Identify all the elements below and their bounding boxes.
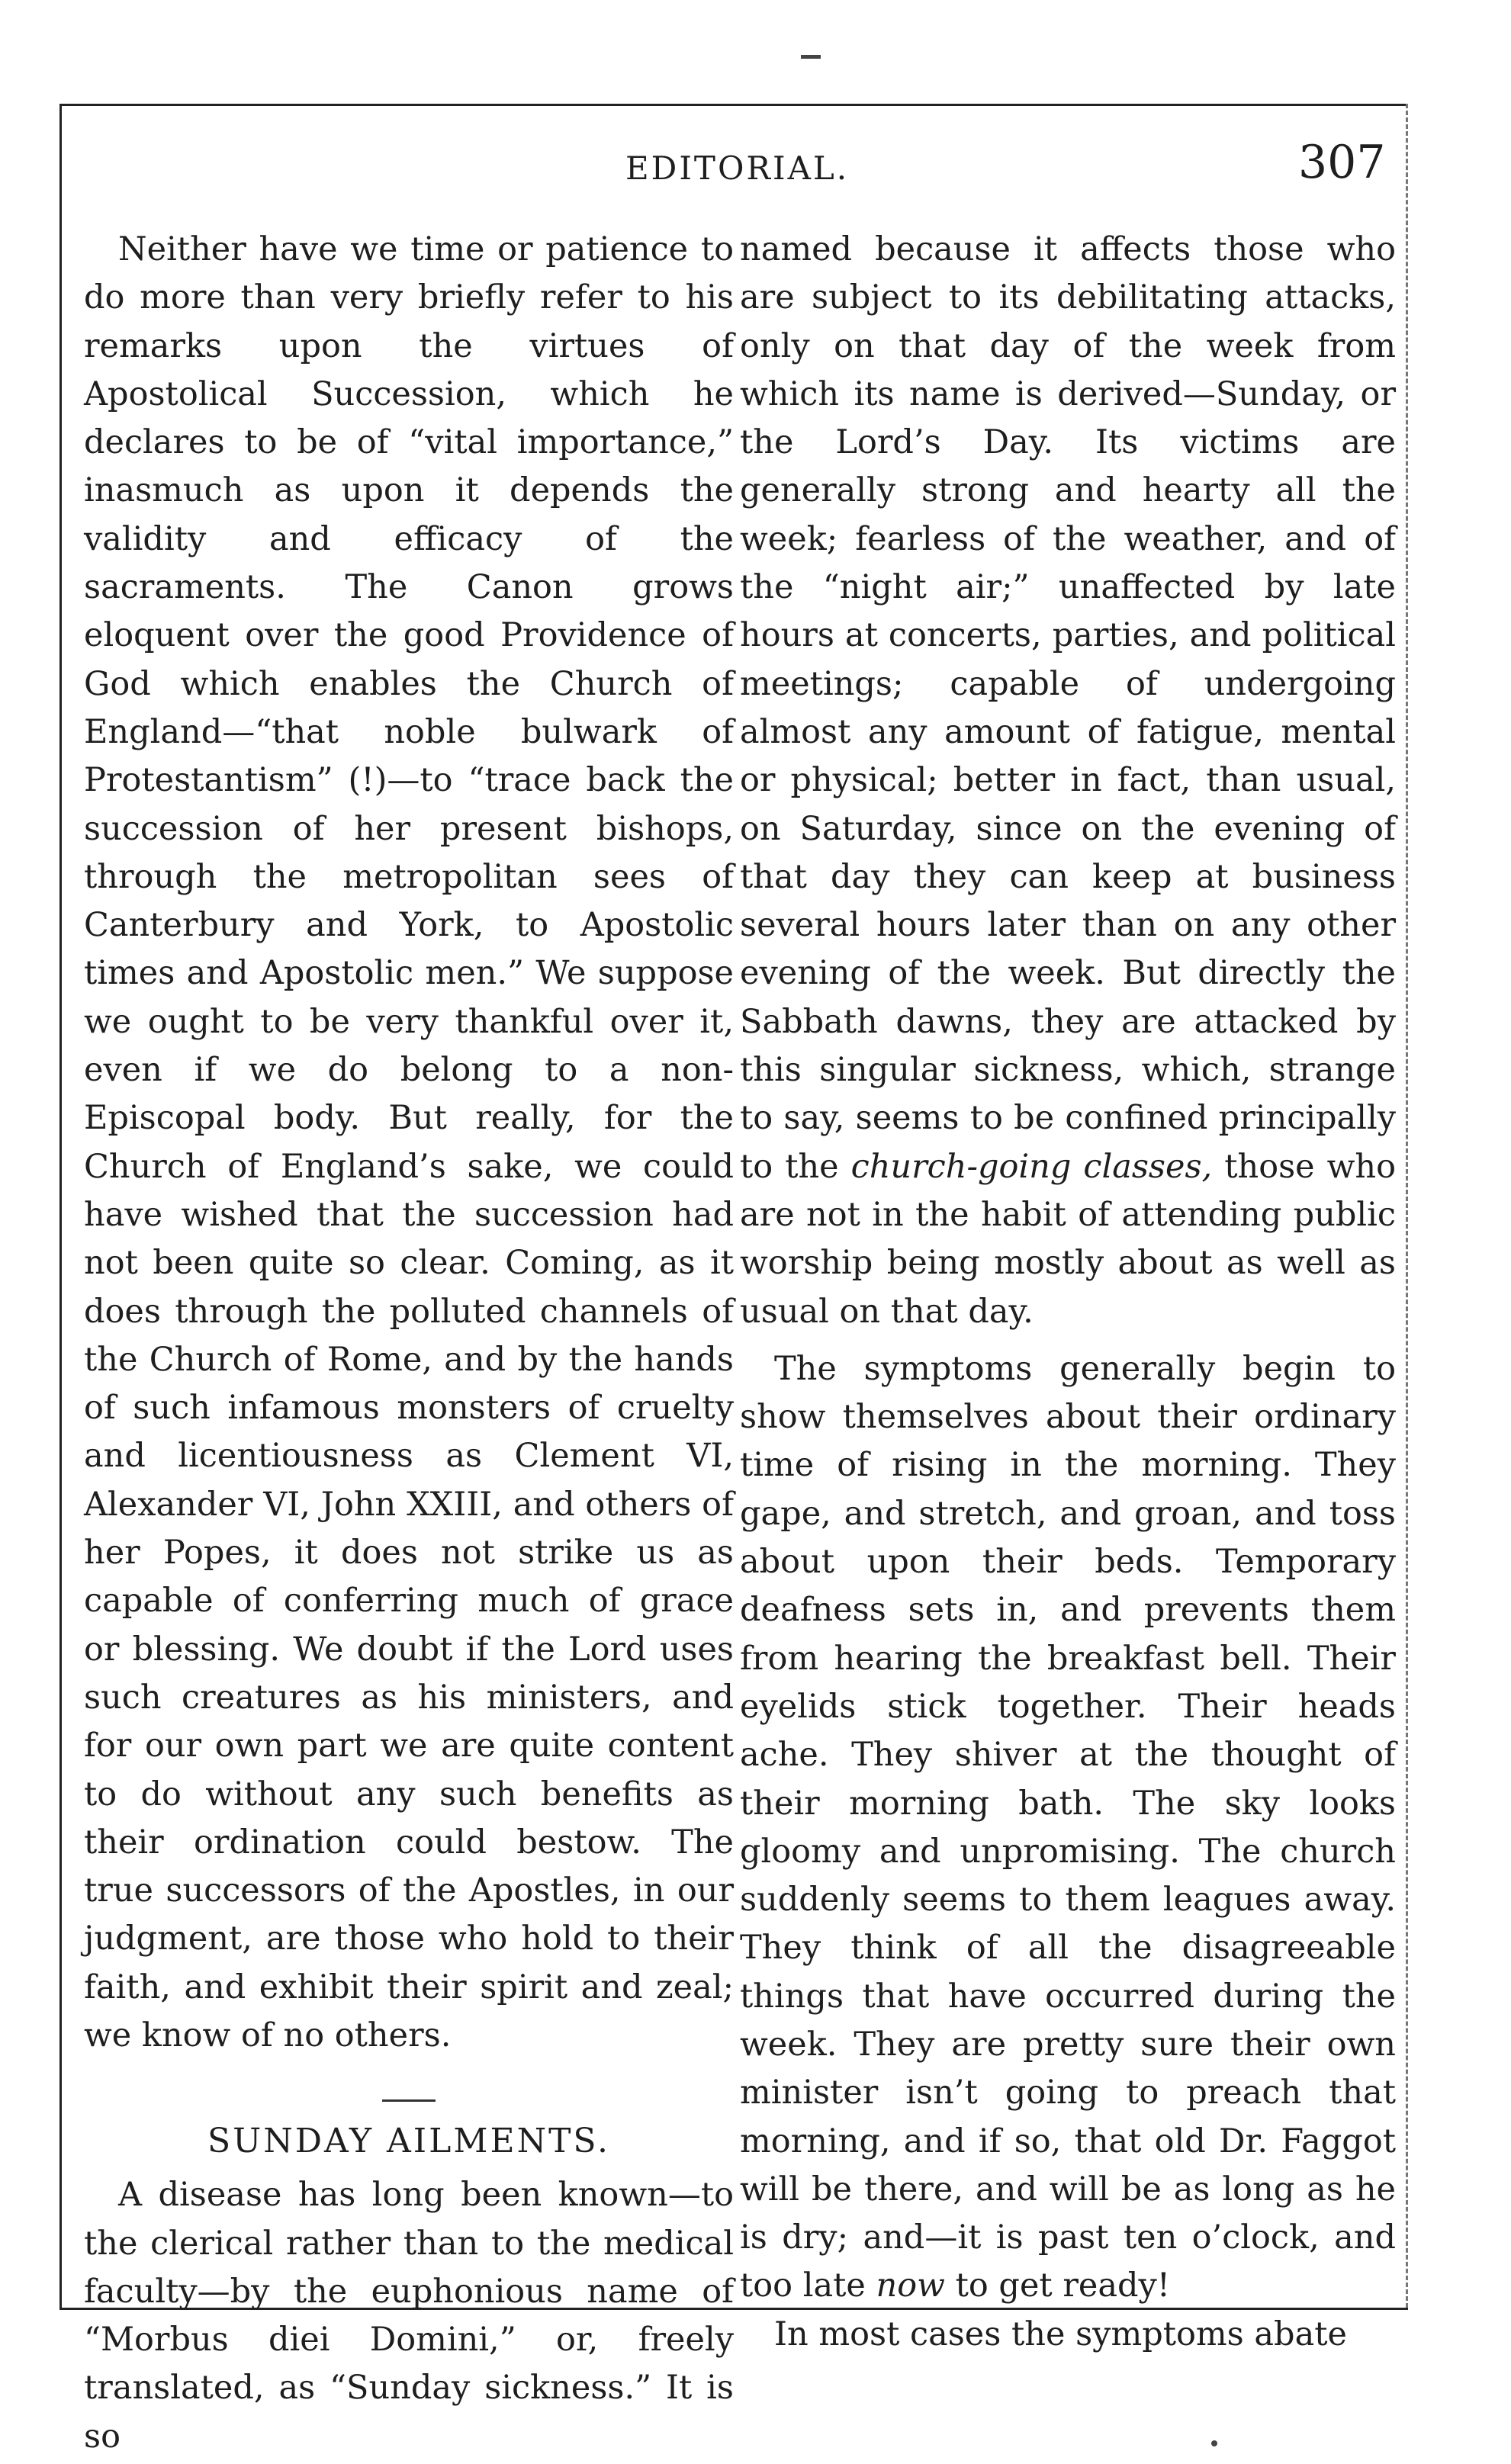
page-border-top xyxy=(59,104,1408,106)
paragraph-symptoms-abate: In most cases the symptoms abate xyxy=(774,2315,1347,2353)
page-border-right xyxy=(1406,104,1408,2308)
running-head: EDITORIAL. xyxy=(625,149,850,187)
print-mark-bottom xyxy=(1211,2440,1217,2446)
text-run: The symptoms generally begin to show themselves about their ordinary time of rising in the morning. They gape, and stretch, and groan, and toss about upon their beds. Temporary deafness sets in, and prevents them from hearing the breakfast bell. Their eyelids stick together. Their heads ache. They shiver at the thought of their morning bath. The sky looks gloomy and unpromising. The church suddenly seems to them leagues away. They think of all the disagreeable things that have occurred during the week. They are pretty sure their own minister isn’t going to preach that morning, and if so, that old Dr. Faggot will be there, and will be as long as he is dry; and—it is past ten o’clock, and too late xyxy=(740,1349,1396,2305)
paragraph-sunday-ailments-intro: A disease has long been known—to the clerical rather than to the medical faculty—by the euphonious name of “Morbus diei Domini,” or, freely translated, as “Sunday sickness.” It is so xyxy=(84,2176,734,2456)
text-run: to get ready! xyxy=(955,2266,1171,2305)
section-title: SUNDAY AILMENTS. xyxy=(207,2122,610,2161)
page-number: 307 xyxy=(1298,136,1386,189)
paragraph-sunday-sickness-continued xyxy=(740,226,1396,1336)
text-run: those who are not in the habit of attending public worship being mostly about as well as usual on that day. xyxy=(740,1147,1397,1331)
right-column xyxy=(740,226,1396,2359)
paragraph-symptoms xyxy=(740,1345,1396,2311)
emphasis-now: now xyxy=(876,2266,945,2305)
emphasis-church-going: church-going classes, xyxy=(850,1147,1213,1186)
print-mark-top xyxy=(801,55,821,59)
left-column xyxy=(84,226,734,2461)
page-border-left xyxy=(59,104,62,2308)
paragraph-apostolical-succession: Neither have we time or patience to do more than very briefly refer to his remarks upon the virtues of Apostolical Succession, which he declares to be of “vital importance,” inasmuch as upon it depends the validity and efficacy of the sacraments. The Canon grows eloquent over the good Providence of God which enables the Church of England—“that noble bulwark of Protestantism” (!)—to “trace back the succession of her present bishops, through the metropolitan sees of Canterbury and York, to Apostolic times and Apostolic men.” We suppose we ought to be very thankful over it, even if we do belong to a non-Episcopal body. But really, for the Church of England’s sake, we could have wished that the succession had not been quite so clear. Coming, as it does through the polluted channels of the Church of Rome, and by the hands of such infamous monsters of cruelty and licentiousness as Clement VI, Alexander VI, John XXIII, and others of her Popes, it does not strike us as capable of conferring much of grace or blessing. We doubt if the Lord uses such creatures as his ministers, and for our own part we are quite content to do without any such benefits as their ordination could bestow. The true successors of the Apostles, in our judgment, are those who hold to their faith, and exhibit their spirit and zeal; we know of no others. xyxy=(84,230,734,2054)
text-run: named because it affects those who are subject to its debilitating attacks, only on that day of the week from which its name is derived—Sunday, or the Lord’s Day. Its victims are generally strong and hearty all the week; fearless of the weather, and of the “night air;” unaffected by late hours at concerts, parties, and political meetings; capable of undergoing almost any amount of fatigue, mental or physical; better in fact, than usual, on Saturday, since on the evening of that day they can keep at business several hours later than on any other evening of the week. But directly the Sabbath dawns, they are attacked by this singular sickness, which, strange to say, seems to be confined principally to the xyxy=(740,230,1396,1186)
section-divider xyxy=(382,2099,436,2102)
